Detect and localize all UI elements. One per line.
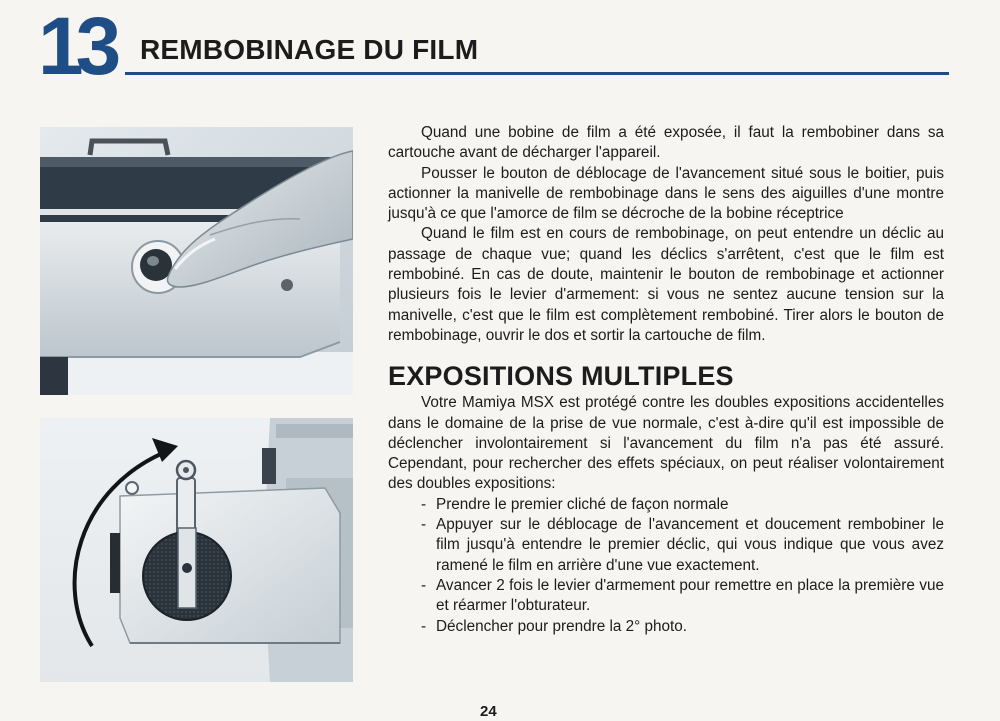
rewind-paragraph-2: Pousser le bouton de déblocage de l'avancement situé sous le boitier, puis actionner la manivelle de rembobinage dans le sens des aiguilles d'une montre jusqu'à ce que l'amorce de film se décroche de la bobine réceptrice [388,164,944,223]
step-text: Prendre le premier cliché de façon normale [436,495,729,513]
rewind-paragraph-3: Quand le film est en cours de rembobinage, on peut entendre un déclic au passage de chaque vue; quand les déclics s'arrêtent, c'est que le film est rembobiné. En cas de doute, maintenir le bouton de rembobinage et actionner plusieurs fois le levier d'armement: si vous ne sentez aucune tension sur la manivelle, c'est que le film est complètement rembobiné. Tirer alors le bouton de rembobinage, ouvrir le dos et sortir la cartouche de film. [388,225,944,344]
rewind-paragraph-1: Quand une bobine de film a été exposée, il faut la rembobiner dans sa cartouche avant de décharger l'appareil. [388,124,944,162]
camera-rewind-button-photo-icon [40,127,353,395]
steps-list [388,495,944,637]
list-item [388,515,944,576]
section-heading-multiple-exposures: EXPOSITIONS MULTIPLES [388,361,734,392]
list-item [388,617,944,637]
step-text: Avancer 2 fois le levier d'armement pour remettre en place la première vue et réarmer l'obturateur. [436,576,944,615]
page-number: 24 [480,703,497,720]
list-item [388,495,944,515]
list-item [388,576,944,617]
rewind-crank-photo [40,418,353,682]
title-rule [125,72,949,75]
rewind-button-photo [40,127,353,395]
chapter-title: REMBOBINAGE DU FILM [140,34,479,65]
text-column [388,123,944,637]
step-text: Appuyer sur le déblocage de l'avancement et doucement rembobiner le film jusqu'à entendre le premier déclic, qui vous indique que vous avez ramené le film en arrière d'une vue exactement. [436,516,944,574]
chapter-number: 13 [38,1,114,92]
list-dash: - [421,576,427,594]
camera-rewind-crank-photo-icon [40,418,353,682]
multiple-exposures-intro: Votre Mamiya MSX est protégé contre les doubles expositions accidentelles dans le domaine de la prise de vue normale, c'est à-dire qu'il est impossible de déclencher involontairement si l'avancement du film n'a pas été assuré. Cependant, pour rechercher des effets spéciaux, on peut réaliser volontairement des doubles expositions: [388,394,944,493]
step-text: Déclencher pour prendre la 2° photo. [436,617,688,635]
list-dash: - [421,617,427,635]
list-dash: - [421,495,427,513]
list-dash: - [421,516,427,534]
